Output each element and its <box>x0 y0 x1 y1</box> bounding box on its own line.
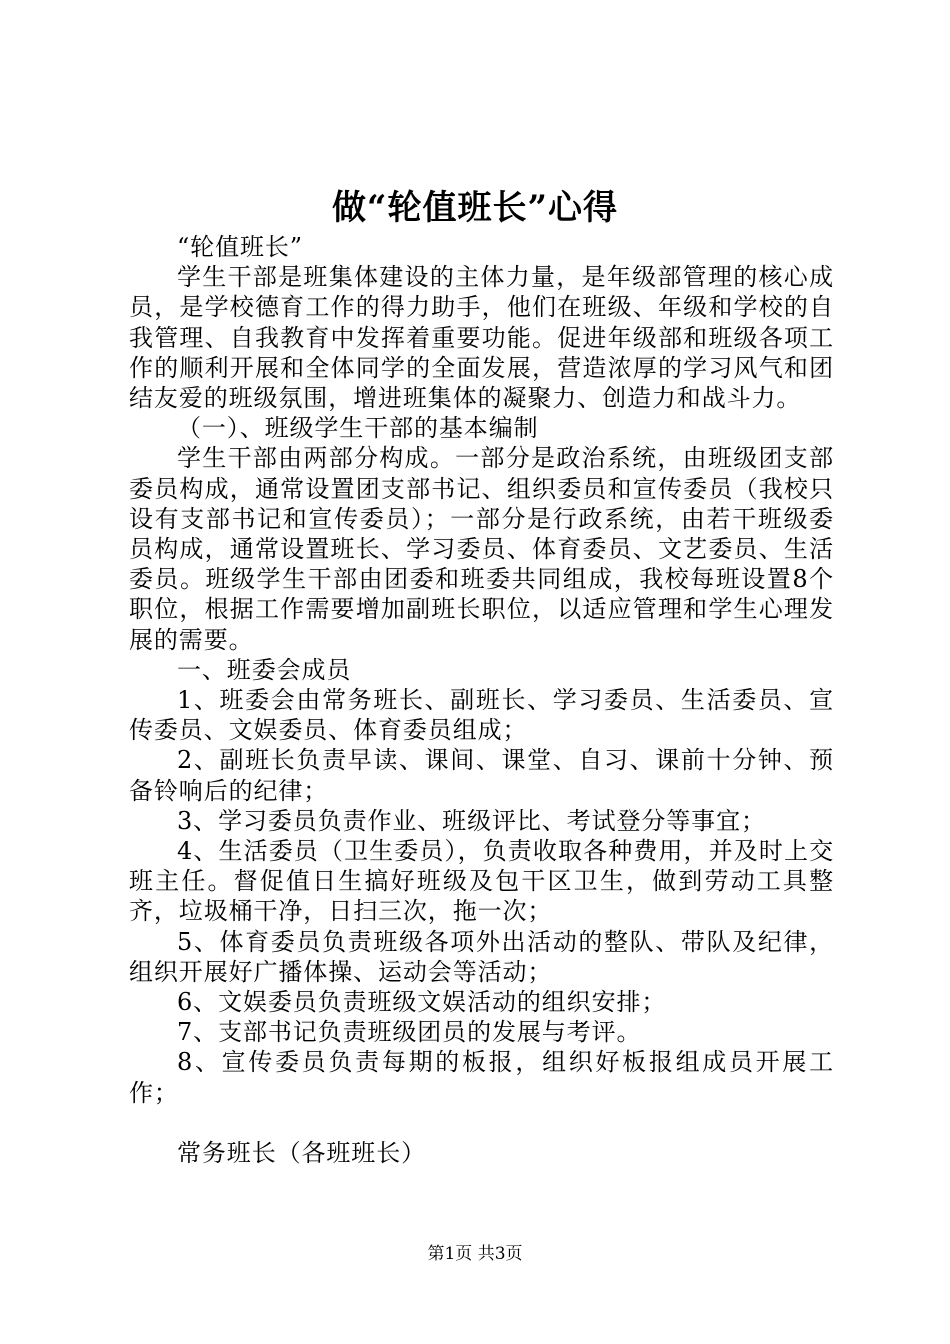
list-item-4: 4、生活委员（卫生委员），负责收取各种费用，并及时上交班主任。督促值日生搞好班级及包干区卫生，做到劳动工具整齐，垃圾桶干净，日扫三次，拖一次； <box>129 837 834 926</box>
list-item-7: 7、支部书记负责班级团员的发展与考评。 <box>177 1018 642 1047</box>
document-body <box>129 232 834 1168</box>
list-item-8: 8、宣传委员负责每期的板报，组织好板报组成员开展工作； <box>129 1048 834 1107</box>
list-item-3: 3、学习委员负责作业、班级评比、考试登分等事宜； <box>177 806 766 835</box>
section-heading-basic-structure: （一）、班级学生干部的基本编制 <box>177 414 539 443</box>
paragraph-structure: 学生干部由两部分构成。一部分是政治系统，由班级团支部委员构成，通常设置团支部书记、组织委员和宣传委员（我校只设有支部书记和宣传委员）；一部分是行政系统，由若干班级委员构成，通常设置班长、学习委员、体育委员、文艺委员、生活委员。班级学生干部由团委和班委共同组成，我校每班设置8个职位，根据工作需要增加副班长职位，以适应管理和学生心理发展的需要。 <box>129 444 834 654</box>
paragraph-heading-rotating-monitor: “轮值班长” <box>177 233 303 261</box>
paragraph-intro: 学生干部是班集体建设的主体力量，是年级部管理的核心成员，是学校德育工作的得力助手，他们在班级、年级和学校的自我管理、自我教育中发挥着重要功能。促进年级部和班级各项工作的顺利开展和全体同学的全面发展，营造浓厚的学习风气和团结友爱的班级氛围，增进班集体的凝聚力、创造力和战斗力。 <box>129 263 834 413</box>
list-item-6: 6、文娱委员负责班级文娱活动的组织安排； <box>177 988 667 1017</box>
list-item-1: 1、班委会由常务班长、副班长、学习委员、生活委员、宣传委员、文娱委员、体育委员组成； <box>129 686 834 745</box>
section-heading-committee-members: 一、班委会成员 <box>177 655 352 684</box>
list-item-2: 2、副班长负责早读、课间、课堂、自习、课前十分钟、预备铃响后的纪律； <box>129 746 834 805</box>
section-heading-executive-monitor: 常务班长（各班班长） <box>177 1138 426 1167</box>
document-title: 做“轮值班长”心得 <box>331 188 619 228</box>
paragraph-gap <box>129 1108 834 1138</box>
page-footer: 第1页 共3页 <box>427 1244 523 1264</box>
list-item-5: 5、体育委员负责班级各项外出活动的整队、带队及纪律，组织开展好广播体操、运动会等活动； <box>129 927 834 986</box>
